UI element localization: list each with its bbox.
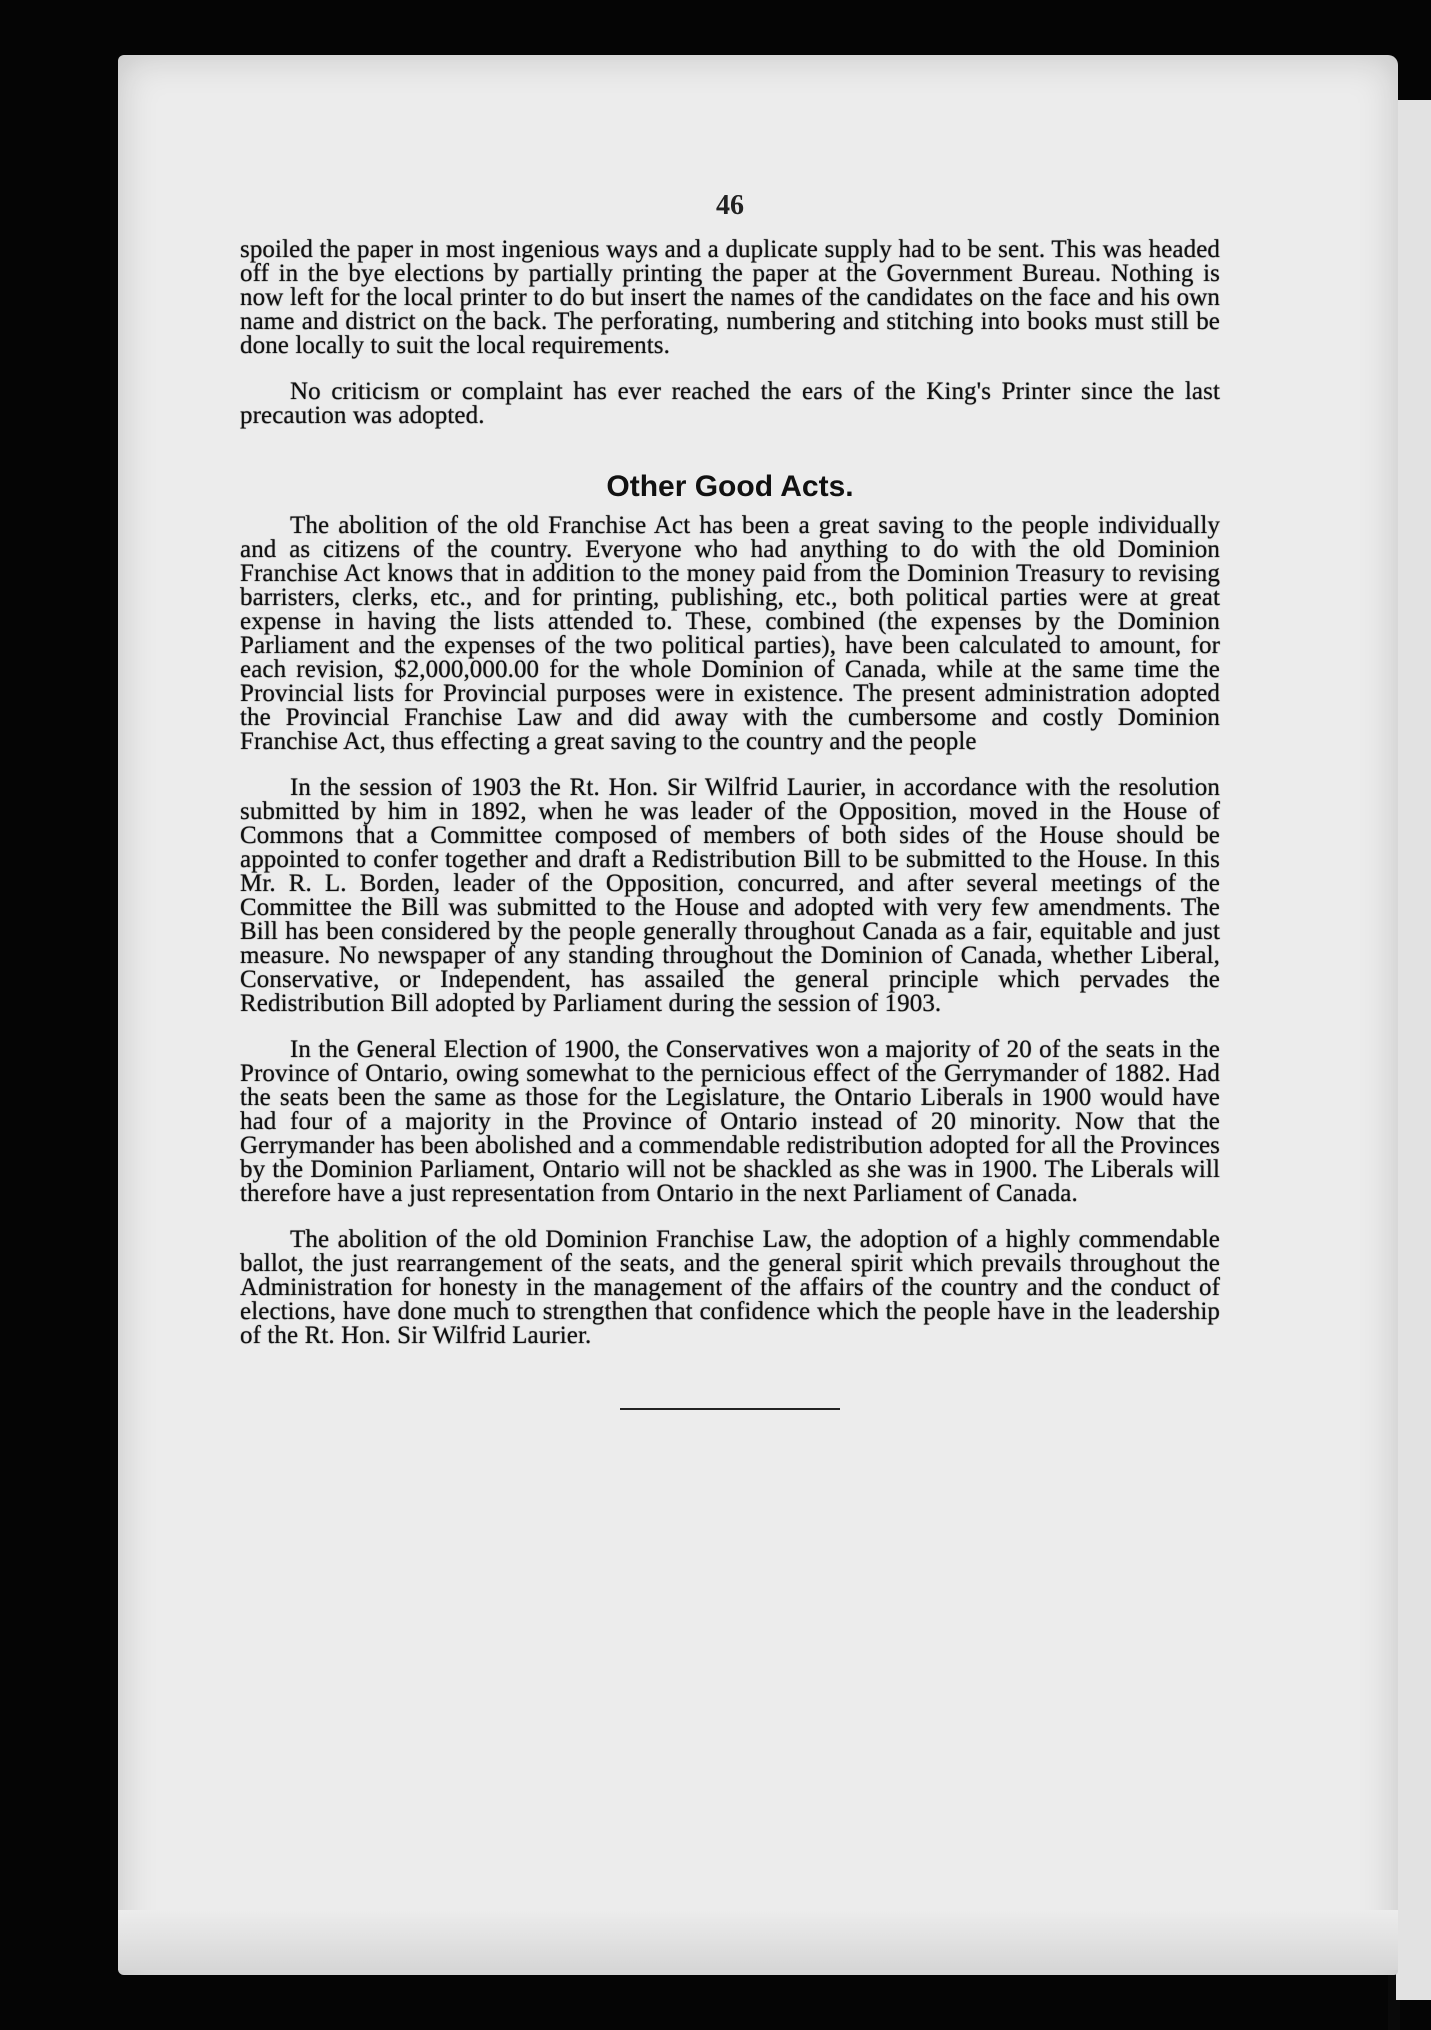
scan-background (0, 0, 120, 2025)
paragraph-no-criticism: No criticism or complaint has ever reached the ears of the King's Printer since the last precaution was adopted. (240, 378, 1220, 429)
paragraph-general-election: In the General Election of 1900, the Conservatives won a majority of 20 of the seats in the Province of Ontario, owing somewhat to the pernicious effect of the Gerrymander of 1882. Had the seats been the same as those for the Legislature, the Ontario Liberals in 1900 would have had four of a majority in the Province of Ontario instead of 20 minority. Now that the Gerrymander has been abolished and a commendable redistribution adopted for all the Provinces by the Dominion Parliament, Ontario will not be shackled as she was in 1900. The Liberals will therefore have a just representation from Ontario in the next Parliament of Canada. (240, 1036, 1220, 1207)
next-page-edge (1396, 100, 1431, 2000)
paragraph-redistribution-bill: In the session of 1903 the Rt. Hon. Sir Wilfrid Laurier, in accordance with the resolution submitted by him in 1892, when he was leader of the Opposition, moved in the House of Commons that a Committee composed of members of both sides of the House should be appointed to confer together and draft a Redistribution Bill to be submitted to the House. In this Mr. R. L. Borden, leader of the Opposition, concurred, and after several meetings of the Committee the Bill was submitted to the House and adopted with very few amendments. The Bill has been considered by the people generally throughout Canada as a fair, equitable and just measure. No newspaper of any standing throughout the Dominion of Canada, whether Liberal, Conservative, or Independent, has assailed the general principle which pervades the Redistribution Bill adopted by Parliament during the session of 1903. (240, 774, 1220, 1017)
paragraph-franchise-act: The abolition of the old Franchise Act has been a great saving to the people individually and as citizens of the country. Everyone who had anything to do with the old Dominion Franchise Act knows that in addition to the money paid from the Dominion Treasury to revising barristers, clerks, etc., and for printing, publishing, etc., both political parties were at great expense in having the lists attended to. These, combined (the expenses by the Dominion Parliament and the expenses of the two political parties), have been calculated to amount, for each revision, $2,000,000.00 for the whole Dominion of Canada, while at the same time the Provincial lists for Provincial purposes were in existence. The present administration adopted the Provincial Franchise Law and did away with the cumbersome and costly Dominion Franchise Act, thus effecting a great saving to the country and the people (240, 512, 1220, 755)
page-number: 46 (716, 190, 744, 221)
closing-rule (620, 1408, 840, 1410)
page-bottom-shadow (118, 1910, 1398, 1970)
paragraph-conclusion: The abolition of the old Dominion Franchise Law, the adoption of a highly commendable ballot, the just rearrangement of the seats, and the general spirit which prevails throughout the Administration for honesty in the management of the affairs of the country and the conduct of elections, have done much to strengthen that confidence which the people have in the leadership of the Rt. Hon. Sir Wilfrid Laurier. (240, 1226, 1220, 1349)
section-heading: Other Good Acts. (606, 470, 854, 503)
page-content (240, 190, 1220, 1410)
paragraph-duplicate-supply: spoiled the paper in most ingenious ways and a duplicate supply had to be sent. This was headed off in the bye elections by partially printing the paper at the Government Bureau. Nothing is now left for the local printer to do but insert the names of the candidates on the face and his own name and district on the back. The perforating, numbering and stitching into books must still be done locally to suit the local requirements. (240, 236, 1220, 359)
